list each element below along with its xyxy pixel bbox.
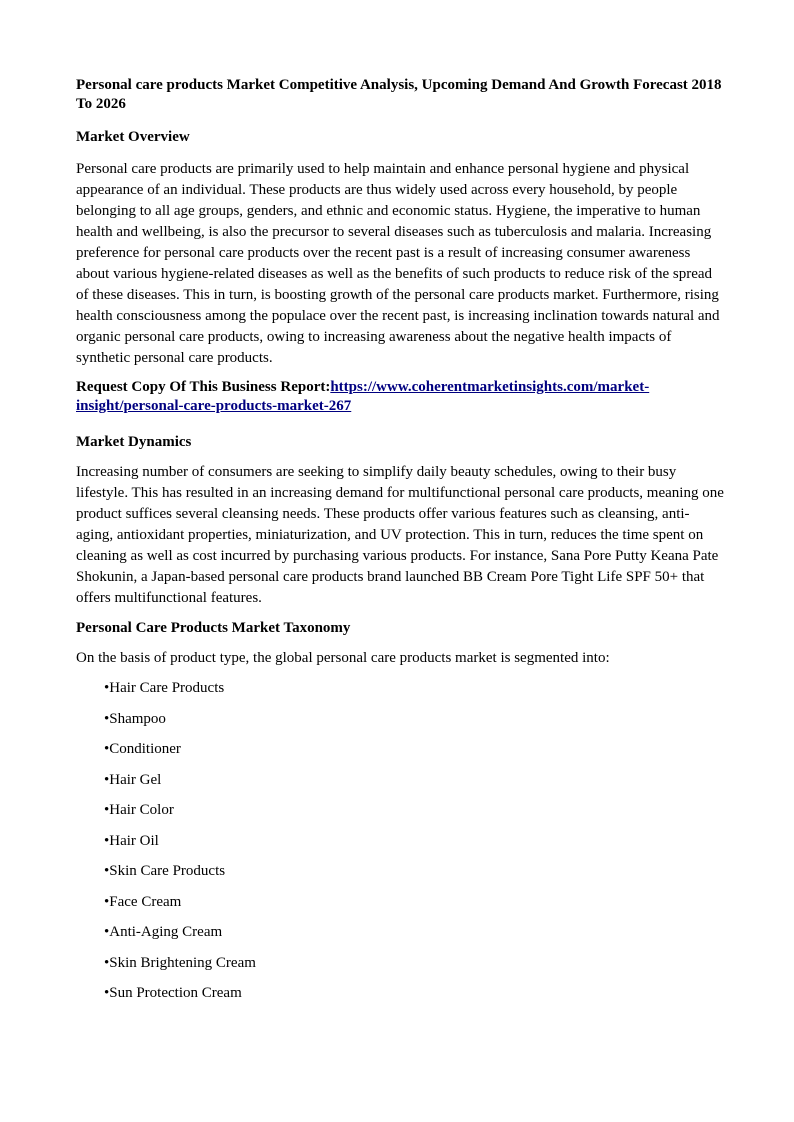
market-overview-heading: Market Overview xyxy=(76,129,190,145)
list-item: •Face Cream xyxy=(104,893,182,910)
list-item: •Skin Care Products xyxy=(104,863,226,879)
document-page xyxy=(76,76,726,1014)
list-item: •Hair Care Products xyxy=(104,680,225,696)
product-type-list xyxy=(76,678,726,1004)
list-item: •Conditioner xyxy=(104,741,181,757)
list-item: •Hair Gel xyxy=(104,771,162,788)
request-copy-label: Request Copy Of This Business Report: xyxy=(76,379,331,395)
list-item: •Sun Protection Cream xyxy=(104,985,242,1001)
report-link[interactable]: https://www.coherentmarketinsights.com/market-insight/personal-care-products-market-267 xyxy=(76,379,650,414)
market-taxonomy-heading: Personal Care Products Market Taxonomy xyxy=(76,620,351,636)
request-copy-line xyxy=(76,378,726,416)
list-item: •Hair Color xyxy=(104,802,174,818)
list-item: •Skin Brightening Cream xyxy=(104,954,256,971)
document-title: Personal care products Market Competitive Analysis, Upcoming Demand And Growth Forecast 2018 To 2026 xyxy=(76,77,722,112)
market-dynamics-paragraph: Increasing number of consumers are seeking to simplify daily beauty schedules, owing to their busy lifestyle. This has resulted in an increasing demand for multifunctional personal care products, meaning one product suffices several cleansing needs. These products offer various features such as cleansing, anti-aging, antioxidant properties, miniaturization, and UV protection. This in turn, reduces the time spent on cleaning as well as cost incurred by purchasing various products. For instance, Sana Pore Putty Keana Pate Shokunin, a Japan-based personal care products brand launched BB Cream Pore Tight Life SPF 50+ that offers multifunctional features. xyxy=(76,464,724,606)
list-item: •Hair Oil xyxy=(104,832,159,849)
market-taxonomy-intro: On the basis of product type, the global personal care products market is segmented into: xyxy=(76,650,610,666)
market-overview-paragraph: Personal care products are primarily used to help maintain and enhance personal hygiene and physical appearance of an individual. These products are thus widely used across every household, by people belonging to all age groups, genders, and ethnic and economic status. Hygiene, the imperative to human health and wellbeing, is also the precursor to several diseases such as tuberculosis and malaria. Increasing preference for personal care products over the recent past is a result of increasing consumer awareness about various hygiene-related diseases as well as the benefits of such products to reduce risk of the spread of these diseases. This in turn, is boosting growth of the personal care products market. Furthermore, rising health consciousness among the populace over the recent past, is increasing inclination towards natural and organic personal care products, owing to increasing awareness about the negative health impacts of synthetic personal care products. xyxy=(76,161,720,366)
list-item: •Shampoo xyxy=(104,710,166,727)
list-item: •Anti-Aging Cream xyxy=(104,924,223,940)
market-dynamics-heading: Market Dynamics xyxy=(76,434,192,450)
